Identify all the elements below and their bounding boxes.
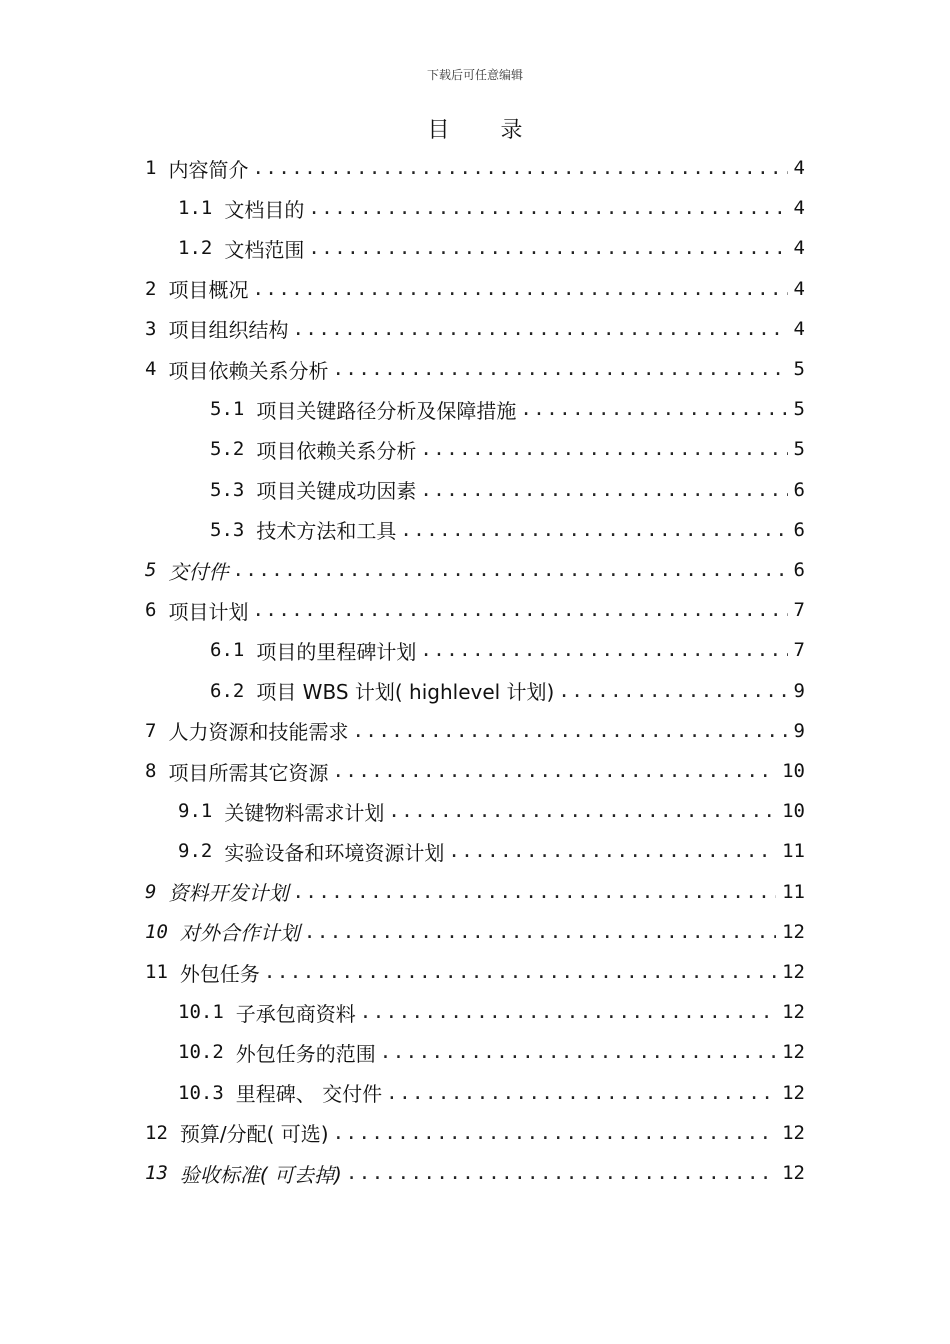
- toc-entry-label: 对外合作计划: [179, 921, 300, 946]
- toc-entry-page: 9: [793, 679, 805, 702]
- toc-entry-label: 项目概况: [168, 278, 249, 303]
- toc-leader-dots: [264, 961, 776, 983]
- toc-entry-number: 5: [145, 559, 157, 581]
- toc-entry-page: 4: [793, 277, 805, 300]
- toc-entry[interactable]: [145, 872, 805, 912]
- toc-entry-number: 7: [145, 719, 157, 742]
- toc-entry-label: 文档范围: [224, 237, 305, 262]
- toc-leader-dots: [448, 840, 776, 862]
- toc-entry-number: 11: [145, 961, 168, 983]
- toc-entry-number: 1: [145, 157, 157, 179]
- toc-leader-dots: [252, 278, 787, 300]
- toc-leader-dots: [292, 318, 787, 340]
- toc-leader-dots: [420, 479, 787, 501]
- toc-leader-dots: [360, 1001, 776, 1023]
- toc-entry[interactable]: [145, 711, 805, 751]
- toc-entry-label: 资料开发计划: [168, 881, 289, 906]
- toc-entry-label: 里程碑、 交付件: [235, 1082, 383, 1107]
- toc-leader-dots: [308, 237, 787, 259]
- toc-leader-dots: [352, 720, 787, 742]
- toc-entry[interactable]: [145, 269, 805, 309]
- toc-entry-number: 6: [145, 599, 157, 622]
- toc-entry-label: 技术方法和工具: [256, 519, 397, 544]
- toc-entry-page: 5: [793, 358, 805, 380]
- toc-leader-dots: [232, 559, 787, 581]
- toc-entry-page: 7: [793, 599, 805, 622]
- toc-leader-dots: [400, 519, 787, 541]
- toc-entry-number: 9.2: [178, 840, 213, 863]
- toc-entry-number: 10.1: [178, 1001, 224, 1024]
- toc-entry-page: 10: [782, 760, 805, 782]
- toc-entry-label: 交付件: [168, 559, 229, 584]
- toc-leader-dots: [386, 1082, 776, 1104]
- toc-entry[interactable]: [145, 309, 805, 349]
- toc-entry[interactable]: [210, 671, 805, 711]
- toc-entry-number: 12: [145, 1121, 168, 1144]
- toc-entry-number: 10.2: [178, 1041, 224, 1064]
- toc-entry-page: 12: [782, 1041, 805, 1064]
- toc-entry-number: 5.1: [210, 398, 245, 421]
- toc-entry-label: 项目依赖关系分析: [168, 358, 329, 383]
- toc-entry-number: 9.1: [178, 800, 213, 823]
- toc-entry-page: 11: [782, 880, 805, 903]
- toc-entry[interactable]: [145, 912, 805, 952]
- toc-entry[interactable]: [178, 831, 805, 871]
- toc-entry-label: 项目所需其它资源: [168, 760, 329, 785]
- toc-entry-number: 4: [145, 358, 157, 380]
- toc-entry[interactable]: [210, 429, 805, 469]
- toc-entry-page: 10: [782, 800, 805, 823]
- toc-entry[interactable]: [210, 389, 805, 429]
- toc-entry-page: 6: [793, 559, 805, 581]
- toc-leader-dots: [558, 680, 787, 702]
- toc-entry-page: 6: [793, 478, 805, 501]
- toc-leader-dots: [304, 921, 776, 943]
- toc-entry-number: 1.1: [178, 197, 213, 220]
- toc-entry-page: 7: [793, 639, 805, 662]
- toc-entry-label: 预算/分配( 可选): [179, 1122, 329, 1147]
- toc-leader-dots: [380, 1041, 776, 1063]
- toc-entry-number: 9: [145, 880, 157, 903]
- toc-entry-label: 外包任务的范围: [235, 1041, 376, 1066]
- toc-entry-number: 1.2: [178, 237, 213, 260]
- toc-leader-dots: [420, 438, 787, 460]
- toc-entry-label: 内容简介: [168, 157, 249, 182]
- toc-leader-dots: [332, 760, 776, 782]
- toc-entry-number: 6.1: [210, 639, 245, 662]
- toc-leader-dots: [332, 358, 787, 380]
- toc-entry-label: 关键物料需求计划: [224, 800, 385, 825]
- toc-entry-label: 项目 WBS 计划( highlevel 计划): [256, 680, 555, 705]
- toc-leader-dots: [420, 639, 787, 661]
- toc-entry[interactable]: [145, 952, 805, 992]
- toc-entry-label: 项目关键路径分析及保障措施: [256, 398, 517, 423]
- toc-entry-page: 4: [793, 237, 805, 260]
- toc-entry-page: 4: [793, 157, 805, 179]
- toc-entry-number: 5.3: [210, 518, 245, 541]
- page-header: 下载后可任意编辑: [426, 68, 523, 82]
- toc-entry-label: 人力资源和技能需求: [168, 720, 349, 745]
- toc-entry-number: 5.3: [210, 478, 245, 501]
- toc-entry[interactable]: [178, 1073, 805, 1113]
- toc-entry-number: 3: [145, 317, 157, 340]
- toc-entry-label: 项目的里程碑计划: [256, 639, 417, 664]
- toc-entry[interactable]: [210, 510, 805, 550]
- toc-entry-page: 12: [782, 961, 805, 983]
- toc-leader-dots: [252, 599, 787, 621]
- toc-entry-label: 项目计划: [168, 599, 249, 624]
- toc-entry-page: 12: [782, 1121, 805, 1144]
- toc-entry[interactable]: [178, 228, 805, 268]
- toc-entry[interactable]: [145, 751, 805, 791]
- toc-leader-dots: [308, 197, 787, 219]
- toc-entry-number: 5.2: [210, 438, 245, 461]
- toc-entry-label: 项目依赖关系分析: [256, 438, 417, 463]
- toc-leader-dots: [333, 1122, 777, 1144]
- toc-entry-page: 12: [782, 1001, 805, 1024]
- toc-entry[interactable]: [210, 630, 805, 670]
- toc-entry-page: 12: [782, 1081, 805, 1104]
- toc-entry[interactable]: [145, 590, 805, 630]
- toc-entry-page: 4: [793, 317, 805, 340]
- toc-entry[interactable]: [178, 188, 805, 228]
- toc-entry-label: 项目组织结构: [168, 318, 289, 343]
- toc-leader-dots: [346, 1162, 776, 1184]
- toc-entry-number: 2: [145, 277, 157, 300]
- toc-leader-dots: [292, 881, 776, 903]
- toc-entry-page: 4: [793, 197, 805, 220]
- toc-entry[interactable]: [178, 791, 805, 831]
- toc-entry-page: 12: [782, 920, 805, 943]
- toc-entry[interactable]: [210, 470, 805, 510]
- toc-leader-dots: [520, 398, 787, 420]
- toc-entry-page: 11: [782, 840, 805, 863]
- toc-entry-number: 10: [145, 920, 168, 943]
- toc-entry-page: 5: [793, 438, 805, 461]
- toc-entry[interactable]: [145, 1153, 805, 1193]
- toc-entry-label: 验收标准( 可去掉): [179, 1162, 342, 1187]
- toc-entry-number: 6.2: [210, 679, 245, 702]
- toc-entry[interactable]: [145, 550, 805, 590]
- toc-entry-page: 5: [793, 398, 805, 421]
- toc-entry-page: 12: [782, 1162, 805, 1184]
- toc-entry-page: 6: [793, 518, 805, 541]
- toc-entry-label: 实验设备和环境资源计划: [224, 840, 445, 865]
- toc-entry-label: 外包任务: [179, 961, 260, 986]
- toc-entry[interactable]: [145, 1113, 805, 1153]
- toc-title: 目 录: [427, 118, 545, 143]
- toc-entry-number: 8: [145, 760, 157, 782]
- toc-entry[interactable]: [178, 992, 805, 1032]
- toc-entry-number: 10.3: [178, 1081, 224, 1104]
- toc-entry-label: 子承包商资料: [235, 1001, 356, 1026]
- toc-entry-label: 项目关键成功因素: [256, 479, 417, 504]
- toc-entry[interactable]: [145, 148, 805, 188]
- toc-leader-dots: [252, 157, 787, 179]
- toc-entry-number: 13: [145, 1162, 168, 1184]
- toc-entry-page: 9: [793, 719, 805, 742]
- toc-entry[interactable]: [178, 1032, 805, 1072]
- toc-entry-label: 文档目的: [224, 197, 305, 222]
- toc-entry[interactable]: [145, 349, 805, 389]
- toc-leader-dots: [388, 800, 776, 822]
